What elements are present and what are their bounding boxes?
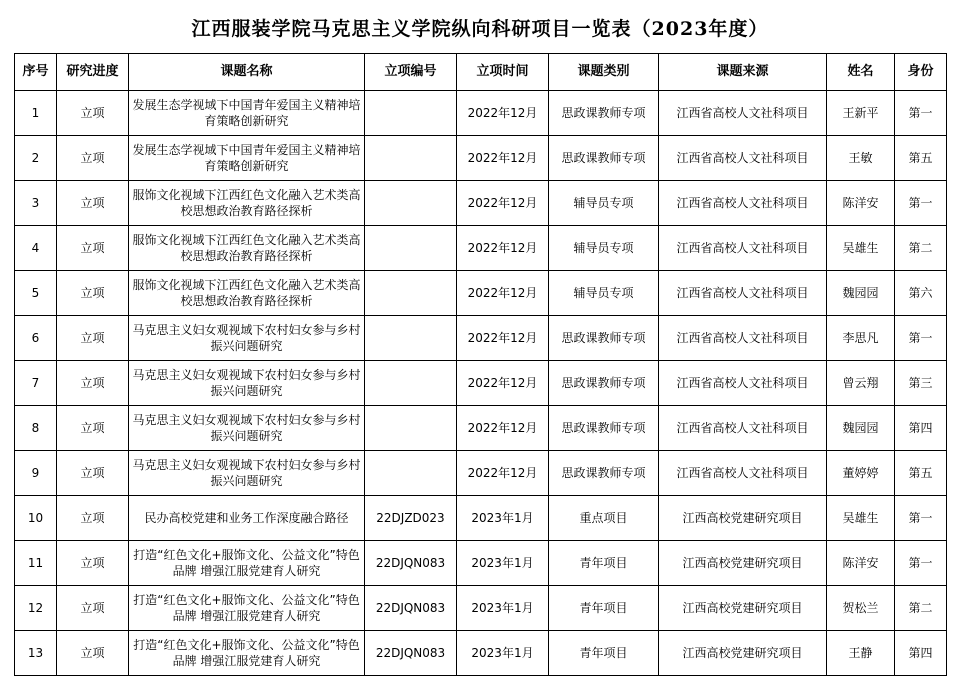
table-row: [15, 136, 947, 181]
cell-name: 发展生态学视域下中国青年爱国主义精神培育策略创新研究: [129, 91, 365, 136]
cell-type: 思政课教师专项: [549, 361, 659, 406]
cell-code: [365, 406, 457, 451]
cell-progress: 立项: [57, 181, 129, 226]
cell-seq: 3: [15, 181, 57, 226]
table-row: [15, 181, 947, 226]
cell-date: 2022年12月: [457, 451, 549, 496]
cell-type: 思政课教师专项: [549, 451, 659, 496]
cell-name: 发展生态学视域下中国青年爱国主义精神培育策略创新研究: [129, 136, 365, 181]
cell-person: 陈洋安: [827, 541, 895, 586]
cell-progress: 立项: [57, 316, 129, 361]
cell-role: 第二: [895, 226, 947, 271]
table-row: [15, 316, 947, 361]
cell-source: 江西高校党建研究项目: [659, 631, 827, 676]
cell-type: 青年项目: [549, 586, 659, 631]
cell-progress: 立项: [57, 361, 129, 406]
cell-role: 第二: [895, 586, 947, 631]
cell-name: 打造“红色文化+服饰文化、公益文化”特色品牌 增强江服党建育人研究: [129, 586, 365, 631]
cell-date: 2023年1月: [457, 541, 549, 586]
cell-name: 打造“红色文化+服饰文化、公益文化”特色品牌 增强江服党建育人研究: [129, 631, 365, 676]
cell-seq: 9: [15, 451, 57, 496]
cell-code: [365, 271, 457, 316]
table-row: [15, 406, 947, 451]
table-row: [15, 451, 947, 496]
cell-type: 思政课教师专项: [549, 91, 659, 136]
cell-code: 22DJQN083: [365, 586, 457, 631]
column-header-type: 课题类别: [549, 54, 659, 91]
cell-type: 辅导员专项: [549, 181, 659, 226]
table-row: [15, 631, 947, 676]
cell-name: 服饰文化视域下江西红色文化融入艺术类高校思想政治教育路径探析: [129, 271, 365, 316]
cell-name: 马克思主义妇女观视域下农村妇女参与乡村振兴问题研究: [129, 451, 365, 496]
cell-code: [365, 91, 457, 136]
cell-source: 江西省高校人文社科项目: [659, 136, 827, 181]
cell-name: 服饰文化视域下江西红色文化融入艺术类高校思想政治教育路径探析: [129, 226, 365, 271]
cell-person: 李思凡: [827, 316, 895, 361]
cell-person: 曾云翔: [827, 361, 895, 406]
cell-progress: 立项: [57, 271, 129, 316]
cell-seq: 10: [15, 496, 57, 541]
cell-date: 2022年12月: [457, 226, 549, 271]
cell-person: 董婷婷: [827, 451, 895, 496]
cell-role: 第四: [895, 631, 947, 676]
column-header-person: 姓名: [827, 54, 895, 91]
table-container: [0, 53, 960, 676]
cell-source: 江西省高校人文社科项目: [659, 361, 827, 406]
table-row: [15, 586, 947, 631]
cell-role: 第一: [895, 541, 947, 586]
cell-type: 重点项目: [549, 496, 659, 541]
cell-type: 思政课教师专项: [549, 406, 659, 451]
cell-code: [365, 316, 457, 361]
column-header-role: 身份: [895, 54, 947, 91]
cell-date: 2022年12月: [457, 271, 549, 316]
cell-seq: 5: [15, 271, 57, 316]
cell-date: 2023年1月: [457, 631, 549, 676]
table-row: [15, 496, 947, 541]
research-projects-table: [14, 53, 947, 676]
cell-source: 江西省高校人文社科项目: [659, 451, 827, 496]
cell-seq: 8: [15, 406, 57, 451]
table-body: [15, 91, 947, 676]
cell-name: 民办高校党建和业务工作深度融合路径: [129, 496, 365, 541]
cell-progress: 立项: [57, 136, 129, 181]
cell-type: 思政课教师专项: [549, 136, 659, 181]
cell-role: 第四: [895, 406, 947, 451]
cell-type: 思政课教师专项: [549, 316, 659, 361]
table-row: [15, 91, 947, 136]
column-header-date: 立项时间: [457, 54, 549, 91]
table-row: [15, 226, 947, 271]
cell-name: 马克思主义妇女观视域下农村妇女参与乡村振兴问题研究: [129, 316, 365, 361]
table-header: [15, 54, 947, 91]
cell-date: 2022年12月: [457, 136, 549, 181]
cell-role: 第五: [895, 136, 947, 181]
table-row: [15, 361, 947, 406]
cell-role: 第一: [895, 316, 947, 361]
cell-type: 辅导员专项: [549, 226, 659, 271]
cell-date: 2022年12月: [457, 91, 549, 136]
cell-type: 辅导员专项: [549, 271, 659, 316]
table-header-row: [15, 54, 947, 91]
cell-seq: 1: [15, 91, 57, 136]
cell-date: 2023年1月: [457, 496, 549, 541]
cell-date: 2022年12月: [457, 316, 549, 361]
cell-person: 王新平: [827, 91, 895, 136]
column-header-source: 课题来源: [659, 54, 827, 91]
cell-code: 22DJQN083: [365, 541, 457, 586]
cell-progress: 立项: [57, 496, 129, 541]
cell-source: 江西高校党建研究项目: [659, 541, 827, 586]
column-header-name: 课题名称: [129, 54, 365, 91]
cell-seq: 7: [15, 361, 57, 406]
cell-code: [365, 136, 457, 181]
cell-progress: 立项: [57, 91, 129, 136]
table-row: [15, 271, 947, 316]
column-header-progress: 研究进度: [57, 54, 129, 91]
cell-source: 江西省高校人文社科项目: [659, 406, 827, 451]
cell-source: 江西省高校人文社科项目: [659, 226, 827, 271]
cell-progress: 立项: [57, 226, 129, 271]
cell-type: 青年项目: [549, 541, 659, 586]
cell-date: 2022年12月: [457, 361, 549, 406]
cell-role: 第三: [895, 361, 947, 406]
cell-role: 第一: [895, 91, 947, 136]
cell-role: 第一: [895, 496, 947, 541]
cell-name: 打造“红色文化+服饰文化、公益文化”特色品牌 增强江服党建育人研究: [129, 541, 365, 586]
cell-date: 2022年12月: [457, 181, 549, 226]
cell-code: 22DJQN083: [365, 631, 457, 676]
cell-seq: 2: [15, 136, 57, 181]
cell-code: [365, 361, 457, 406]
cell-source: 江西省高校人文社科项目: [659, 271, 827, 316]
table-row: [15, 541, 947, 586]
cell-person: 魏园园: [827, 271, 895, 316]
cell-name: 马克思主义妇女观视域下农村妇女参与乡村振兴问题研究: [129, 406, 365, 451]
cell-person: 王敏: [827, 136, 895, 181]
cell-progress: 立项: [57, 451, 129, 496]
cell-progress: 立项: [57, 406, 129, 451]
cell-progress: 立项: [57, 541, 129, 586]
cell-person: 贺松兰: [827, 586, 895, 631]
cell-name: 服饰文化视域下江西红色文化融入艺术类高校思想政治教育路径探析: [129, 181, 365, 226]
cell-date: 2022年12月: [457, 406, 549, 451]
cell-person: 吴雄生: [827, 226, 895, 271]
page-title: 江西服装学院马克思主义学院纵向科研项目一览表（2023年度）: [191, 18, 769, 40]
cell-seq: 4: [15, 226, 57, 271]
cell-source: 江西高校党建研究项目: [659, 586, 827, 631]
cell-type: 青年项目: [549, 631, 659, 676]
cell-date: 2023年1月: [457, 586, 549, 631]
cell-seq: 6: [15, 316, 57, 361]
cell-progress: 立项: [57, 586, 129, 631]
cell-source: 江西省高校人文社科项目: [659, 181, 827, 226]
cell-seq: 12: [15, 586, 57, 631]
cell-code: [365, 181, 457, 226]
cell-seq: 11: [15, 541, 57, 586]
cell-code: 22DJZD023: [365, 496, 457, 541]
cell-source: 江西省高校人文社科项目: [659, 316, 827, 361]
cell-source: 江西省高校人文社科项目: [659, 91, 827, 136]
cell-code: [365, 451, 457, 496]
cell-source: 江西高校党建研究项目: [659, 496, 827, 541]
cell-role: 第六: [895, 271, 947, 316]
cell-progress: 立项: [57, 631, 129, 676]
cell-person: 王静: [827, 631, 895, 676]
cell-person: 吴雄生: [827, 496, 895, 541]
cell-seq: 13: [15, 631, 57, 676]
cell-name: 马克思主义妇女观视域下农村妇女参与乡村振兴问题研究: [129, 361, 365, 406]
cell-code: [365, 226, 457, 271]
cell-role: 第五: [895, 451, 947, 496]
cell-person: 陈洋安: [827, 181, 895, 226]
column-header-seq: 序号: [15, 54, 57, 91]
cell-role: 第一: [895, 181, 947, 226]
cell-person: 魏园园: [827, 406, 895, 451]
column-header-code: 立项编号: [365, 54, 457, 91]
